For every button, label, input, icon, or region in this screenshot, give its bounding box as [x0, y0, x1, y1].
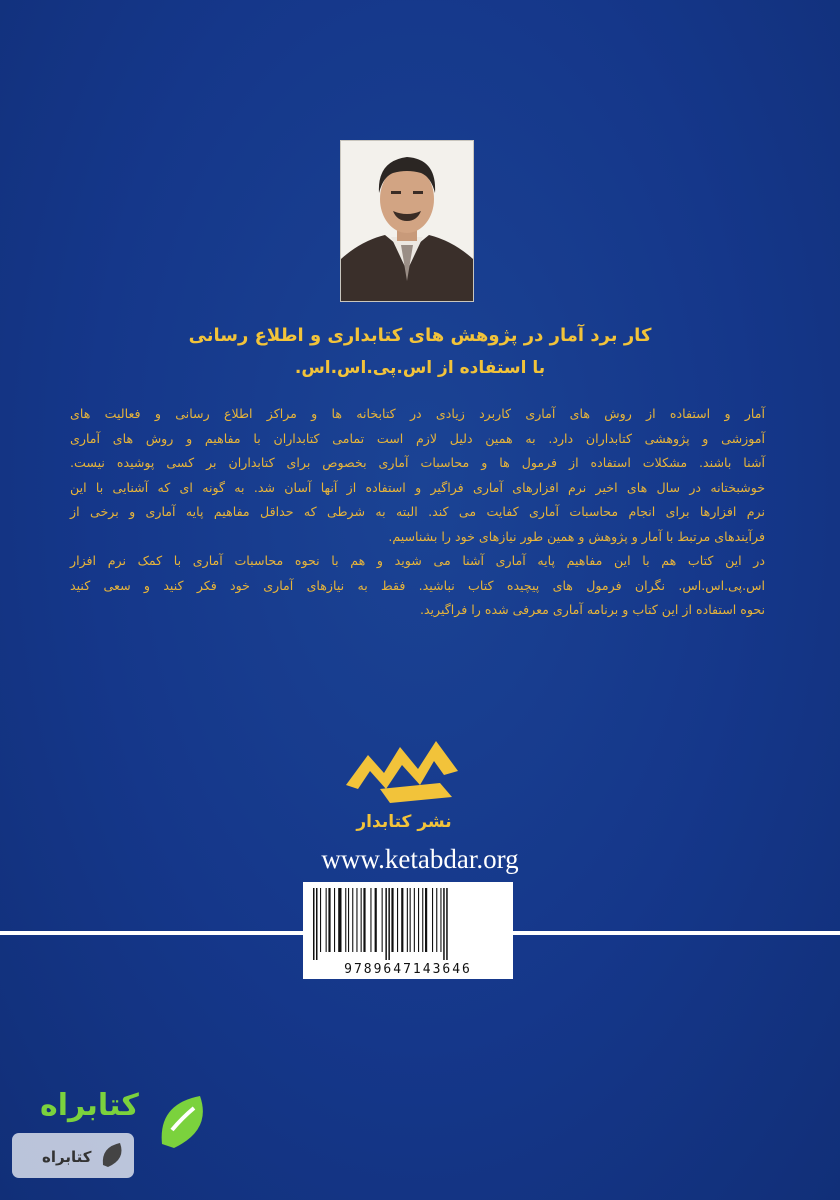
- barcode-bar: [432, 888, 433, 952]
- isbn-barcode: [303, 882, 513, 979]
- barcode-bar: [334, 888, 335, 952]
- barcode-bar: [397, 888, 398, 952]
- ketabrah-leaf-icon: [152, 1090, 216, 1154]
- barcode-bar: [436, 888, 437, 952]
- barcode-bar: [410, 888, 411, 952]
- barcode-bar: [422, 888, 423, 952]
- barcode-bar: [440, 888, 441, 952]
- barcode-bar: [328, 888, 330, 952]
- barcode-bar: [446, 888, 448, 960]
- ketabdar-logo-icon: [340, 725, 470, 835]
- author-portrait: [340, 140, 474, 302]
- publisher-name: نشر کتابدار: [356, 812, 452, 832]
- barcode-bar: [326, 888, 327, 952]
- barcode-bar: [414, 888, 415, 952]
- watermark-small-text: کتابراه: [42, 1148, 92, 1166]
- barcode-bar: [385, 888, 387, 960]
- barcode-bar: [338, 888, 341, 952]
- barcode-bar: [363, 888, 365, 952]
- barcode-bar: [361, 888, 362, 952]
- barcode-bar: [401, 888, 403, 952]
- watermark-text: کتابراه: [40, 1088, 139, 1123]
- barcode-bar: [375, 888, 377, 952]
- description-line: فرآیندهای مرتبط با آمار و پژوهش و همین طور نیازهای خود را بشناسیم.: [388, 528, 765, 544]
- barcode-bars: [309, 888, 507, 960]
- description-paragraph: [70, 549, 765, 623]
- barcode-bar: [356, 888, 357, 952]
- barcode-bar: [382, 888, 383, 952]
- book-description: [70, 402, 765, 623]
- description-line: نرم افزارها برای انجام محاسبات آماری کفایت می کند. البته به شرطی که حداقل مفاهیم پایه آماری و برخی از: [70, 504, 765, 519]
- barcode-bar: [313, 888, 315, 960]
- barcode-bar: [388, 888, 390, 960]
- book-title: کار برد آمار در پژوهش های کتابداری و اطلاع رسانی: [188, 325, 652, 346]
- barcode-bar: [352, 888, 353, 952]
- publisher-website: www.ketabdar.org: [321, 844, 519, 874]
- barcode-bar: [418, 888, 419, 952]
- description-line: آموزشی و پژوهشی کتابداران دارد. به همین دلیل لازم است تمامی کتابداران با مفاهیم و روش های آماری: [70, 430, 765, 446]
- barcode-bar: [370, 888, 371, 952]
- barcode-bar: [425, 888, 427, 952]
- barcode-bar: [320, 888, 321, 952]
- barcode-bar: [443, 888, 445, 960]
- ketabrah-watermark: [12, 1088, 212, 1193]
- description-line: آشنا باشند. مشکلات استفاده از فرمول ها و محاسبات آماری بخصوص برای کتابداران بر کسی پوشیده نیست.: [70, 455, 765, 470]
- barcode-bar: [407, 888, 408, 952]
- description-line: خوشبختانه در سال های اخیر نرم افزارهای آماری فراگیر و استفاده از آنها آسان شد. به گونه ای که آشنایی با این: [70, 479, 765, 495]
- description-line: نحوه استفاده از این کتاب و برنامه آماری معرفی شده را فراگیرید.: [419, 602, 765, 617]
- barcode-bar: [348, 888, 349, 952]
- description-line: اس.پی.اس.اس. نگران فرمول های پیچیده کتاب نباشید. فقط به نیازهای آماری خود فکر کنید و سعی کنید: [70, 577, 765, 593]
- barcode-bar: [316, 888, 318, 960]
- isbn-number: 9789647143646: [344, 962, 472, 977]
- ketabrah-small-leaf-icon: [98, 1140, 128, 1170]
- description-paragraph: [70, 402, 765, 549]
- barcode-bar: [345, 888, 346, 952]
- portrait-image: [341, 141, 473, 301]
- description-line: آمار و استفاده از روش های آماری کاربرد زیادی در کتابخانه ها و مراکز اطلاع رسانی و فعالیت های: [70, 406, 765, 421]
- barcode-bar: [391, 888, 393, 952]
- book-subtitle: با استفاده از اس.پی.اس.اس.: [294, 358, 546, 378]
- description-line: در این کتاب هم با این مفاهیم پایه آماری آشنا می شوید و هم با نحوه محاسبات آماری با کمک نرم افزار: [70, 553, 765, 568]
